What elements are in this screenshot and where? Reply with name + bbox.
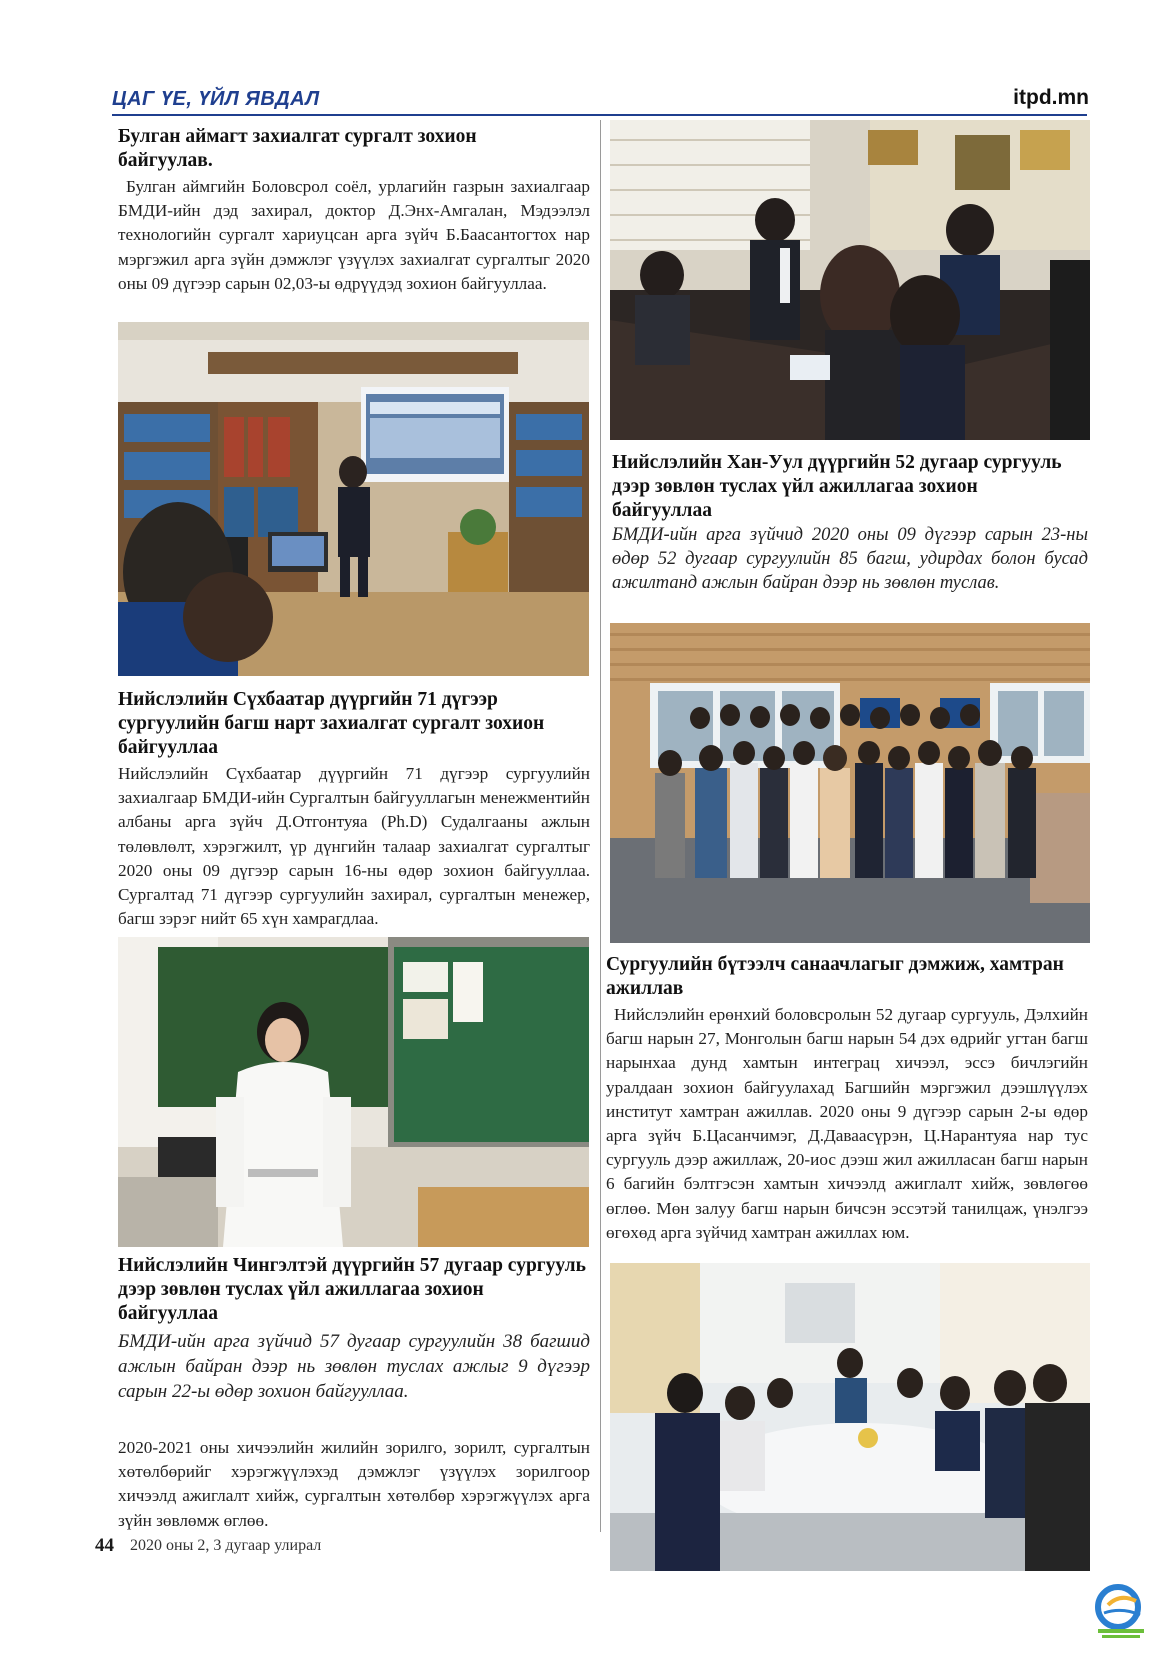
teacher-blackboard-photo (118, 937, 589, 1247)
meeting-room-photo (610, 120, 1090, 440)
article-5-body: Нийслэлийн ерөнхий боловсролын 52 дугаар сургууль, Дэлхийн багш нарын 27, Монголын багш нарын 54 дэх өдрийг угтан багш нарынхаа дунд хамтын интеграц хичээл, эссэ бичлэгийн уралдаан зохион байгуулахад Багшийн мэргэжил дээшлүүлэх институт хамтран ажиллав. 2020 оны 9 дүгээр сарын 2-ы өдөр арга зүйч Б.Цасанчимэг, Д.Даваасүрэн, Ц.Нарантуяа нар тус сургууль дээр ажиллаж, 20-иос дээш жил ажилласан багш нарын 6 багийн бэлтгэсэн хамтын хичээлд ажиглалт хийж, зөвлөгөө өглөө. Мөн залуу багш нарын бичсэн эссэтэй танилцаж, үнэлгээ өгөхөд арга зүйчид хамтран ажиллах юм. (606, 1005, 1088, 1242)
institute-logo (1090, 1583, 1150, 1641)
group-photo-outside (610, 623, 1090, 943)
article-3-body: 2020-2021 оны хичээлийн жилийн зорилго, зорилт, сургалтын хөтөлбөрийг хэрэгжүүлэхэд дэмжлэг үзүүлэх зорилгоор хичээлд ажиглалт хийж, сургалтын хөтөлбөр хэрэгжүүлэх арга зүйн зөвлөмж өглөө. (118, 1438, 590, 1530)
article-3-lead: БМДИ-ийн арга зүйчид 57 дугаар сургуулийн 38 багшид ажлын байран дээр нь зөвлөн туслах ажлыг 9 дүгээр сарын 22-ы өдөр зохион байгууллаа. (118, 1331, 590, 1402)
site-url: itpd.mn (1013, 86, 1089, 109)
article-1-body: Булган аймгийн Боловсрол соёл, урлагийн газрын захиалгаар БМДИ-ийн дэд захирал, доктор Д.Энх-Амгалан, Мэдээлэл технологийн сургалт хариуцсан арга зүйч Б.Баасантогтох нар мэргэжил арга зүйн дэмжлэг үзүүлэх захиалгат сургалтыг 2020 оны 09 дүгээр сарын 02,03-ы өдрүүдэд зохион байгууллаа. (118, 177, 590, 293)
article-3-headline: Нийслэлийн Чингэлтэй дүүргийн 57 дугаар сургууль дээр зөвлөн туслах үйл ажиллагаа зохион байгууллаа (118, 1255, 586, 1324)
round-table-meeting-photo (610, 1263, 1090, 1571)
article-4-lead: БМДИ-ийн арга зүйчид 2020 оны 09 дүгээр сарын 23-ны өдөр 52 дугаар сургуулийн 85 багш, удирдах болон бусад ажилтанд ажлын байран дээр нь зөвлөн туслав. (612, 525, 1088, 593)
article-5-headline: Сургуулийн бүтээлч санаачлагыг дэмжиж, хамтран ажиллав (606, 954, 1064, 999)
article-2-headline: Нийслэлийн Сүхбаатар дүүргийн 71 дүгээр сургуулийн багш нарт захиалгат сургалт зохион байгууллаа (118, 689, 545, 758)
article-1-headline: Булган аймагт захиалгат сургалт зохион байгуулав. (118, 126, 477, 171)
page-number: 44 (95, 1535, 114, 1556)
article-2-body: Нийслэлийн Сүхбаатар дүүргийн 71 дүгээр сургуулийн захиалгаар БМДИ-ийн Сургалтын байгууллагын менежментийн албаны арга зүйч Д.Отгонтуяа (Ph.D) Судалгааны ажлын төлөвлөлт, хэрэгжилт, үр дүнгийн талаар захиалгат сургалтыг 2020 оны 09 дүгээр сарын 16-ны өдөр зохион байгууллаа. Сургалтад 71 дүгээр сургуулийн захирал, сургалтын менежер, багш зэрэг нийт 65 хүн хамрагдлаа. (118, 764, 590, 929)
classroom-presentation-photo (118, 322, 589, 676)
issue-label: 2020 оны 2, 3 дугаар улирал (130, 1537, 322, 1554)
article-4-headline: Нийслэлийн Хан-Уул дүүргийн 52 дугаар сургууль дээр зөвлөн туслах үйл ажиллагаа зохион байгууллаа (612, 452, 1062, 521)
section-title: ЦАГ ҮЕ, ҮЙЛ ЯВДАЛ (112, 88, 320, 110)
column-divider (600, 120, 601, 1532)
header-rule (112, 114, 1087, 116)
